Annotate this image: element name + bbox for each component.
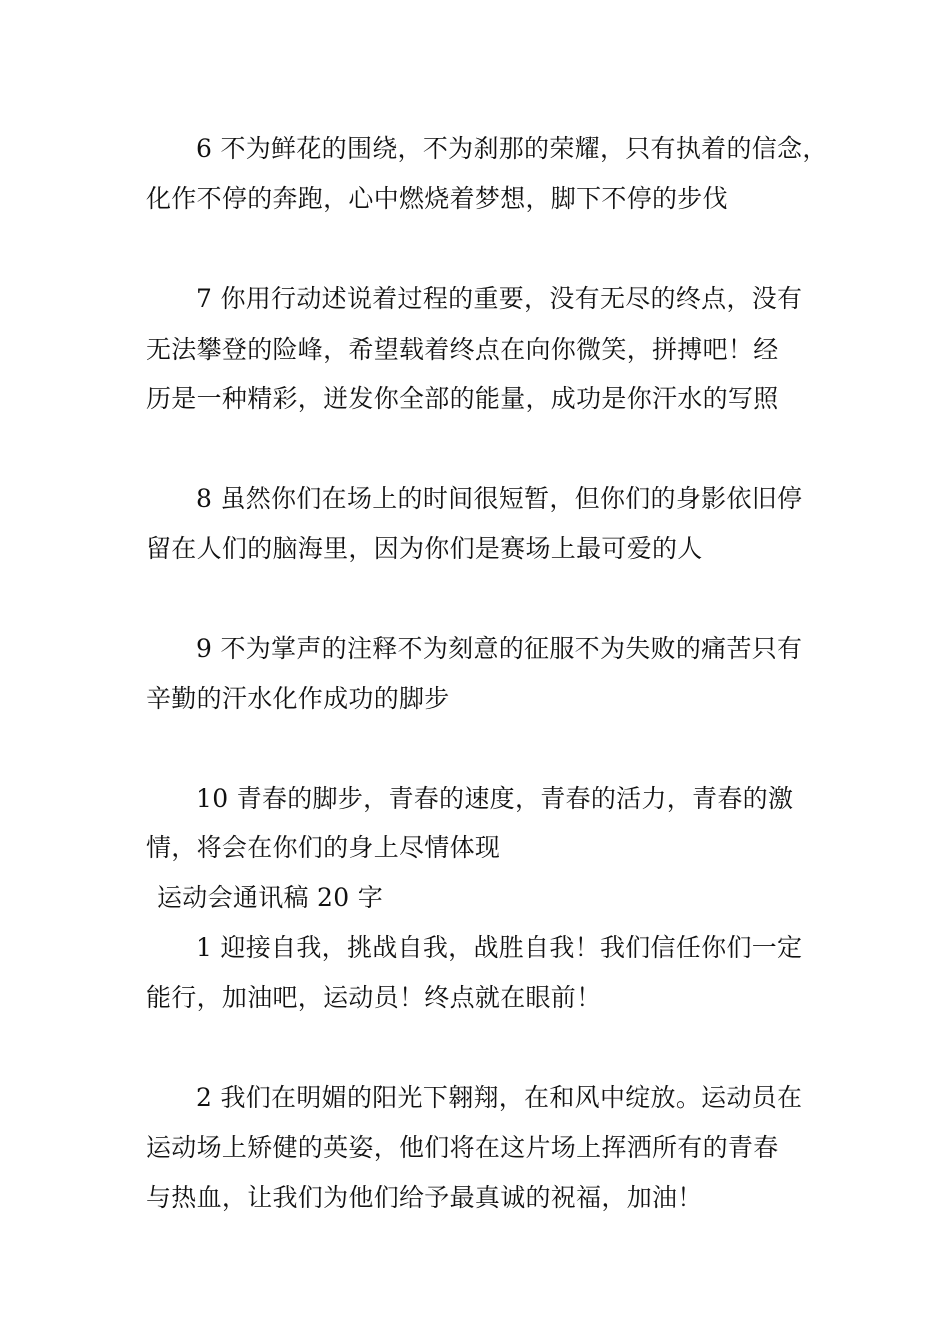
paragraph-10-line-2: 情，将会在你们的身上尽情体现 — [146, 833, 501, 862]
paragraph-6-line-1: 6 不为鲜花的围绕，不为刹那的荣耀，只有执着的信念， — [196, 134, 828, 163]
section-heading: 运动会通讯稿 20 字 — [157, 883, 384, 912]
paragraph-10-line-1: 10 青春的脚步，青春的速度，青春的活力，青春的激 — [196, 784, 794, 813]
paragraph-7-line-2: 无法攀登的险峰，希望载着终点在向你微笑，拼搏吧！经 — [146, 335, 779, 364]
paragraph-7-line-3: 历是一种精彩，迸发你全部的能量，成功是你汗水的写照 — [146, 384, 779, 413]
paragraph-9-line-2: 辛勤的汗水化作成功的脚步 — [146, 684, 450, 713]
section-paragraph-1-line-2: 能行，加油吧，运动员！终点就在眼前！ — [146, 983, 602, 1012]
paragraph-7-line-1: 7 你用行动述说着过程的重要，没有无尽的终点，没有 — [196, 284, 803, 313]
paragraph-8-line-1: 8 虽然你们在场上的时间很短暂，但你们的身影依旧停 — [196, 484, 803, 513]
section-paragraph-2-line-1: 2 我们在明媚的阳光下翱翔，在和风中绽放。运动员在 — [196, 1083, 803, 1112]
paragraph-6-line-2: 化作不停的奔跑，心中燃烧着梦想，脚下不停的步伐 — [146, 184, 728, 213]
section-paragraph-2-line-2: 运动场上矫健的英姿，他们将在这片场上挥洒所有的青春 — [146, 1133, 779, 1162]
paragraph-9-line-1: 9 不为掌声的注释不为刻意的征服不为失败的痛苦只有 — [196, 634, 803, 663]
section-paragraph-1-line-1: 1 迎接自我，挑战自我，战胜自我！我们信任你们一定 — [196, 933, 803, 962]
paragraph-8-line-2: 留在人们的脑海里，因为你们是赛场上最可爱的人 — [146, 534, 703, 563]
section-paragraph-2-line-3: 与热血，让我们为他们给予最真诚的祝福，加油！ — [146, 1183, 703, 1212]
